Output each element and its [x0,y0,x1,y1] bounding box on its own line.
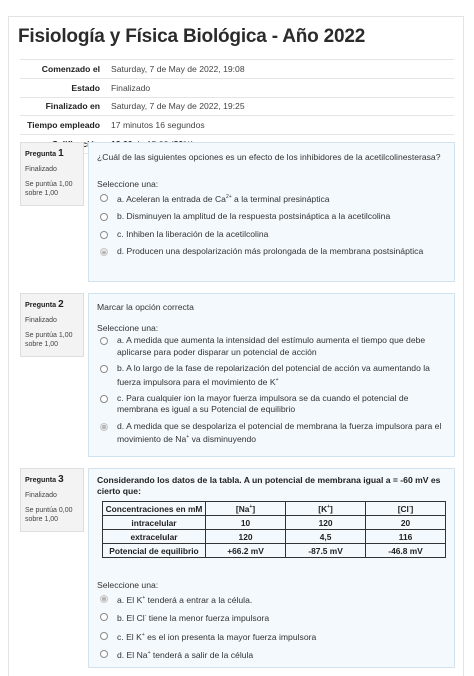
answer-option-d[interactable]: d. A medida que se despolariza el potencial de membrana la fuerza impulsora para el movimiento de Na+ va disminuyendo [97,421,446,446]
answer-option-b[interactable]: b. Disminuyen la amplitud de la respuesta postsináptica a la acetilcolina [97,211,446,223]
question-info-1 [20,142,84,206]
question-grade: Se puntúa 1,00 sobre 1,00 [25,332,73,348]
radio-button[interactable] [100,632,108,640]
answer-prompt: Seleccione una: [97,323,159,333]
table-header-cell: [Na+] [205,502,285,516]
page-title: Fisiología y Física Biológica - Año 2022 [18,26,366,47]
summary-value: Saturday, 7 de May de 2022, 19:08 [111,63,245,74]
question-grade: Se puntúa 1,00 sobre 1,00 [25,181,73,197]
summary-row [20,115,454,134]
summary-value: 17 minutos 16 segundos [111,120,205,131]
radio-button[interactable] [100,395,108,403]
radio-button[interactable] [100,194,108,202]
table-row [103,530,446,544]
answer-prompt: Seleccione una: [97,179,159,189]
table-cell: +66.2 mV [205,544,285,558]
table-cell: -46.8 mV [366,544,446,558]
answer-option-a[interactable]: a. Aceleran la entrada de $Ca^{2+}$ a la terminal presináptica [97,192,446,205]
summary-row [20,59,454,78]
radio-button-selected[interactable] [100,248,108,256]
table-cell: 20 [366,516,446,530]
summary-row [20,78,454,97]
concentration-table [102,501,446,558]
answer-option-b[interactable]: b. El Cl- tiene la menor fuerza impulsora [97,611,446,624]
question-text: Marcar la opción correcta [97,302,194,312]
question-state: Finalizado [25,317,57,324]
summary-label: Comenzado el [41,63,100,74]
question-text: Considerando los datos de la tabla. A un potencial de membrana igual a = -60 mV es cierto que: [97,475,441,496]
question-number: Pregunta 3 [25,474,64,485]
summary-label: Estado [71,82,100,93]
table-header-cell: [K+] [286,502,366,516]
question-content-2 [88,293,455,457]
radio-button[interactable] [100,337,108,345]
question-state: Finalizado [25,166,57,173]
question-content-1 [88,142,455,282]
answer-option-c[interactable]: c. Para cualquier ion la mayor fuerza impulsora se da cuando el potencial de membrana es igual a su Potencial de equilibrio [97,393,446,416]
radio-button-selected[interactable] [100,423,108,431]
summary-value: Finalizado [111,82,151,93]
radio-button[interactable] [100,365,108,373]
table-cell: 4,5 [286,530,366,544]
answer-prompt: Seleccione una: [97,580,159,590]
answer-option-a[interactable]: a. A medida que aumenta la intensidad del estímulo aumenta el tiempo que debe aplicarse para poder disparar un potencial de acción [97,335,446,358]
summary-label: Tiempo empleado [27,120,100,131]
table-header-cell: Concentraciones en mM [103,502,206,516]
table-header-row [103,502,446,516]
radio-button[interactable] [100,650,108,658]
table-cell: 116 [366,530,446,544]
table-cell: Potencial de equilibrio [103,544,206,558]
radio-button[interactable] [100,213,108,221]
table-cell: -87.5 mV [286,544,366,558]
answer-option-b[interactable]: b. A lo largo de la fase de repolarización del potencial de acción va aumentando la fuerza impulsora para el movimiento de K+ [97,363,446,388]
radio-button-selected[interactable] [100,595,108,603]
question-info-2 [20,293,84,357]
question-number: Pregunta 1 [25,148,64,159]
table-cell: extracelular [103,530,206,544]
answer-option-c[interactable]: c. El K+ es el ion presenta la mayor fuerza impulsora [97,630,446,643]
answer-option-a[interactable]: a. El K+ tenderá a entrar a la célula. [97,593,446,606]
summary-label: Finalizado en [45,101,100,112]
question-text: ¿Cuál de las siguientes opciones es un efecto de los inhibidores de la acetilcolinesterasa? [97,152,441,162]
table-cell: 10 [205,516,285,530]
answer-option-d[interactable]: d. El Na+ tenderá a salir de la célula [97,648,446,661]
attempt-summary [20,59,454,154]
table-cell: intracelular [103,516,206,530]
radio-button[interactable] [100,231,108,239]
answer-option-d[interactable]: d. Producen una despolarización más prolongada de la membrana postsináptica [97,246,446,258]
question-info-3 [20,468,84,532]
answer-option-c[interactable]: c. Inhiben la liberación de la acetilcolina [97,229,446,241]
table-row [103,516,446,530]
summary-row [20,97,454,116]
question-content-3 [88,468,455,668]
question-number: Pregunta 2 [25,299,64,310]
table-row [103,544,446,558]
question-state: Finalizado [25,492,57,499]
radio-button[interactable] [100,613,108,621]
table-header-cell: [Cl-] [366,502,446,516]
table-cell: 120 [205,530,285,544]
table-cell: 120 [286,516,366,530]
question-grade: Se puntúa 0,00 sobre 1,00 [25,507,73,523]
summary-value: Saturday, 7 de May de 2022, 19:25 [111,101,245,112]
